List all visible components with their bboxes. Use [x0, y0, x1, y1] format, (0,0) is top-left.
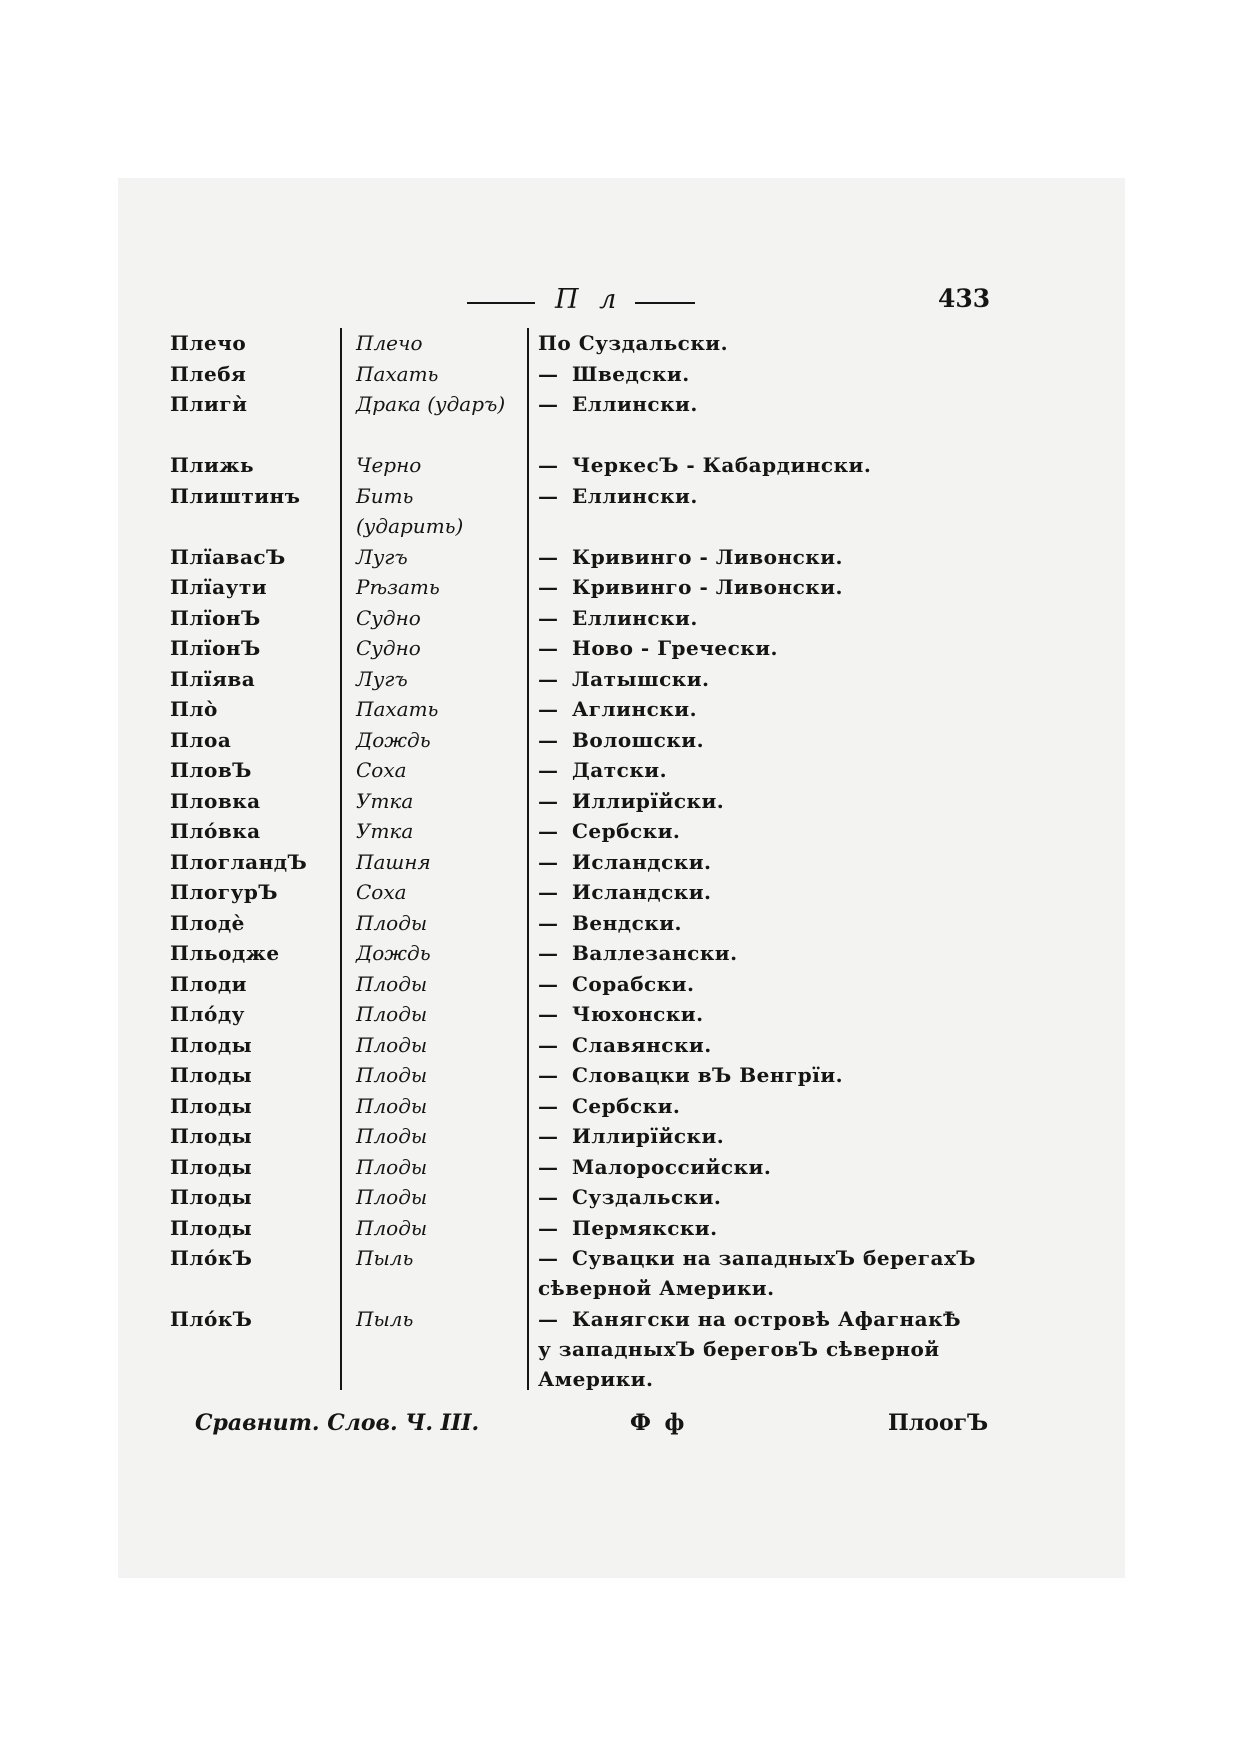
catchword: ПлоогЪ [888, 1410, 989, 1436]
entry-language: — Малороссийски. [538, 1154, 772, 1179]
dictionary-entry [0, 603, 1240, 634]
entry-word: Плижь [170, 453, 255, 477]
entry-meaning: Плоды [356, 1124, 428, 1148]
entry-meaning: Дождь [356, 727, 431, 752]
entry-meaning: Черно [356, 453, 422, 477]
entry-word: Плебя [170, 361, 247, 386]
entry-language: — Еллински. [538, 605, 698, 630]
dictionary-entry [0, 542, 1240, 573]
entry-word: Пловка [170, 788, 261, 813]
entry-word: ПлогландЪ [170, 849, 308, 874]
entry-language: — ЧеркесЪ - Кабардински. [538, 453, 872, 477]
entry-word: Плїаути [170, 575, 268, 599]
entry-word: ПлїонЪ [170, 636, 261, 660]
entry-language: — Иллирїйски. [538, 1124, 725, 1148]
entry-word: Плечо [170, 331, 247, 355]
entry-word: Пло́кЪ [170, 1246, 253, 1270]
entry-meaning: Плоды [356, 1093, 428, 1118]
entry-meaning: Лугъ [356, 544, 408, 569]
dictionary-entry [0, 389, 1240, 450]
entry-language: — Канягски на островѣ АфагнакѢ у западныхЪ береговЪ сѣверной Америки. [538, 1307, 962, 1391]
entry-language: По Суздальски. [538, 331, 729, 355]
entry-language: — Исландски. [538, 849, 712, 874]
dictionary-entries [0, 328, 1240, 1395]
entry-meaning: Соха [356, 758, 407, 782]
entry-meaning: Плоды [356, 1002, 428, 1026]
entry-language: — Пермякски. [538, 1215, 718, 1240]
entry-word: Плоды [170, 1093, 253, 1118]
header-rule-right [635, 302, 695, 304]
entry-meaning: Плоды [356, 1063, 428, 1087]
entry-meaning: Драка (ударъ) [356, 392, 506, 416]
dictionary-entry [0, 816, 1240, 847]
entry-meaning: Пашня [356, 849, 431, 874]
entry-word: Пло́вка [170, 819, 261, 843]
dictionary-entry [0, 481, 1240, 542]
header-rule-left [467, 302, 535, 304]
entry-language: — Сербски. [538, 819, 681, 843]
entry-language: — Датски. [538, 758, 668, 782]
dictionary-entry [0, 572, 1240, 603]
entry-meaning: Утка [356, 788, 414, 813]
entry-word: ПлїавасЪ [170, 544, 286, 569]
entry-meaning: Пахать [356, 361, 439, 386]
entry-language: — Чюхонски. [538, 1002, 704, 1026]
entry-meaning: Пыль [356, 1246, 414, 1270]
dictionary-entry [0, 694, 1240, 725]
signature-mark: Сравнит. Слов. Ч. III. [195, 1410, 480, 1436]
entry-meaning: Плоды [356, 1185, 428, 1209]
dictionary-entry [0, 1091, 1240, 1122]
dictionary-entry [0, 1182, 1240, 1213]
running-title: П л [555, 284, 623, 315]
entry-meaning: Судно [356, 636, 421, 660]
dictionary-entry [0, 633, 1240, 664]
dictionary-entry [0, 450, 1240, 481]
page-header [0, 284, 1240, 324]
entry-language: — Славянски. [538, 1032, 712, 1057]
entry-meaning: Плоды [356, 971, 428, 996]
entry-meaning: Плоды [356, 910, 428, 935]
entry-word: Плоды [170, 1215, 253, 1240]
dictionary-entry [0, 1060, 1240, 1091]
entry-word: Пло́ду [170, 1002, 245, 1026]
entry-word: Пло̀ [170, 697, 218, 721]
entry-language: — Еллински. [538, 392, 698, 416]
page-number: 433 [938, 284, 991, 313]
entry-word: Плоды [170, 1063, 253, 1087]
entry-word: Плоды [170, 1154, 253, 1179]
entry-language: — Сувацки на западныхЪ берегахЪ сѣверной Америки. [538, 1246, 977, 1300]
entry-word: Плодѐ [170, 910, 245, 935]
entry-language: — Кривинго - Ливонски. [538, 544, 844, 569]
entry-word: ПлїонЪ [170, 605, 261, 630]
entry-word: Плоа [170, 727, 232, 752]
entry-word: Плоды [170, 1185, 253, 1209]
entry-word: ПловЪ [170, 758, 252, 782]
entry-meaning: Плоды [356, 1154, 428, 1179]
entry-meaning: Плоды [356, 1032, 428, 1057]
entry-meaning: Пахать [356, 697, 439, 721]
entry-language: — Сорабски. [538, 971, 695, 996]
entry-meaning: Утка [356, 819, 414, 843]
sheet-mark: Ф ф [630, 1410, 688, 1436]
dictionary-entry [0, 969, 1240, 1000]
dictionary-entry [0, 755, 1240, 786]
entry-language: — Суздальски. [538, 1185, 722, 1209]
entry-meaning: Лугъ [356, 666, 408, 691]
entry-word: Плоди [170, 971, 247, 996]
entry-language: — Сербски. [538, 1093, 681, 1118]
page-footer [0, 1410, 1240, 1450]
dictionary-entry [0, 877, 1240, 908]
entry-word: Пло́кЪ [170, 1307, 253, 1331]
dictionary-entry [0, 1243, 1240, 1304]
dictionary-entry [0, 1121, 1240, 1152]
entry-meaning: Плечо [356, 331, 423, 355]
dictionary-entry [0, 1030, 1240, 1061]
entry-word: Плоды [170, 1124, 253, 1148]
entry-language: — Волошски. [538, 727, 705, 752]
entry-meaning: Плоды [356, 1215, 428, 1240]
dictionary-entry [0, 908, 1240, 939]
entry-word: Плоды [170, 1032, 253, 1057]
entry-word: Пльодже [170, 941, 280, 965]
entry-language: — Иллирїйски. [538, 788, 725, 813]
entry-language: — Шведски. [538, 361, 690, 386]
entry-word: Плиштинъ [170, 483, 301, 508]
entry-meaning: Дождь [356, 941, 431, 965]
dictionary-entry [0, 1304, 1240, 1395]
dictionary-entry [0, 725, 1240, 756]
entry-language: — Кривинго - Ливонски. [538, 575, 844, 599]
entry-meaning: Соха [356, 880, 407, 904]
entry-language: — Латышски. [538, 666, 710, 691]
entry-meaning: Рѣзать [356, 575, 440, 599]
entry-language: — Еллински. [538, 483, 698, 508]
dictionary-entry [0, 1213, 1240, 1244]
dictionary-entry [0, 359, 1240, 390]
entry-meaning: Судно [356, 605, 421, 630]
entry-language: — Словацки вЪ Венгрїи. [538, 1063, 844, 1087]
entry-meaning: Пыль [356, 1307, 414, 1331]
entry-language: — Валлезански. [538, 941, 738, 965]
dictionary-entry [0, 938, 1240, 969]
dictionary-entry [0, 847, 1240, 878]
entry-word: Плїява [170, 666, 256, 691]
entry-language: — Исландски. [538, 880, 712, 904]
entry-language: — Вендски. [538, 910, 683, 935]
dictionary-entry [0, 786, 1240, 817]
dictionary-entry [0, 664, 1240, 695]
entry-language: — Аглински. [538, 697, 698, 721]
entry-word: ПлогурЪ [170, 880, 279, 904]
entry-meaning: Бить (ударить) [356, 483, 464, 538]
entry-language: — Ново - Гречески. [538, 636, 778, 660]
dictionary-entry [0, 328, 1240, 359]
entry-word: Плигѝ [170, 392, 248, 416]
dictionary-entry [0, 1152, 1240, 1183]
dictionary-entry [0, 999, 1240, 1030]
